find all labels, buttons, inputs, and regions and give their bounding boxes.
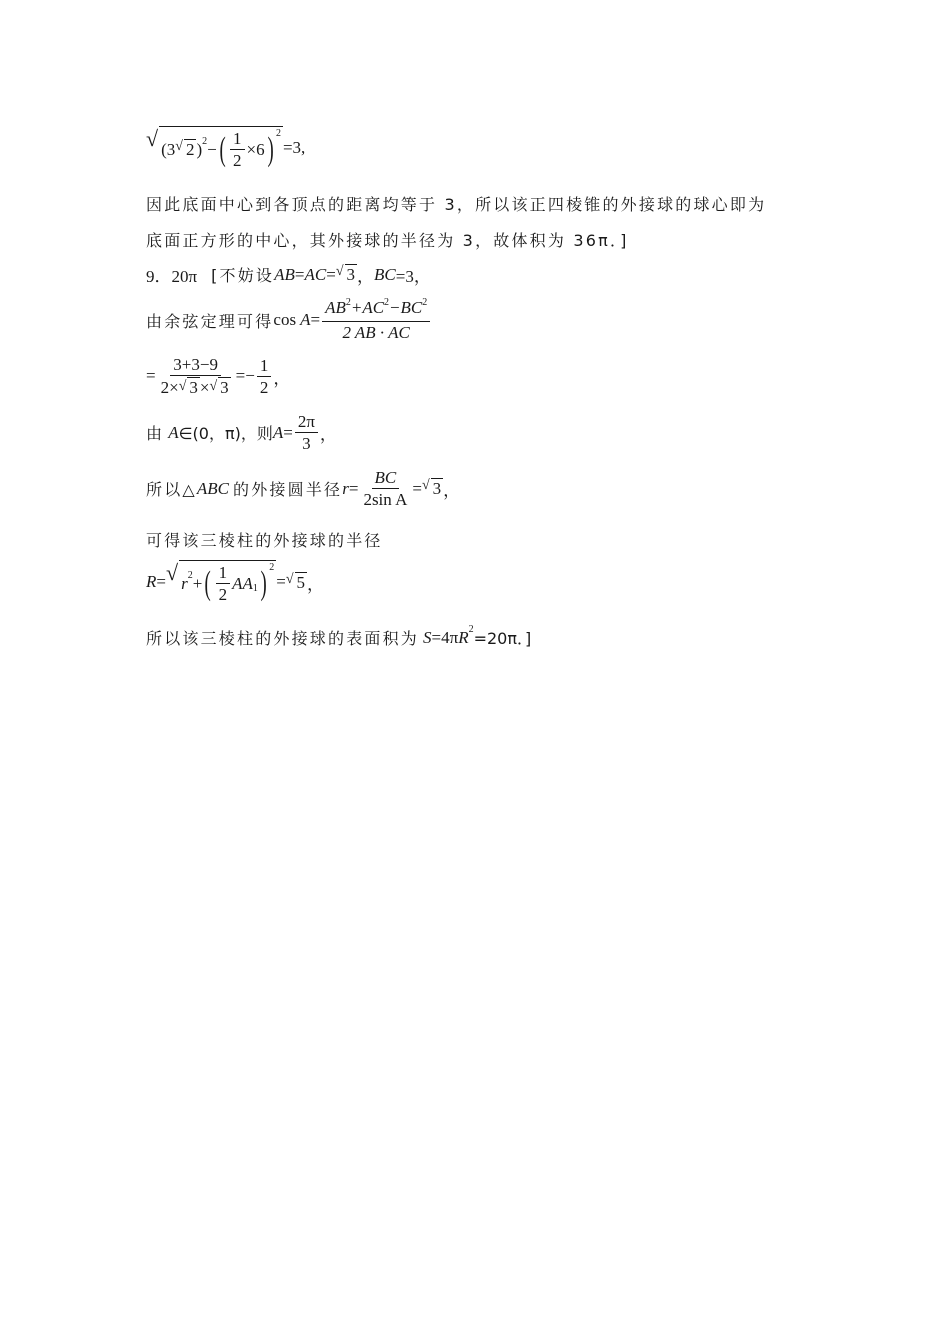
fraction-half: $\frac{1}{2}$: [230, 129, 245, 170]
times-six: ×6: [246, 139, 265, 159]
cosine-value-line: = 3+3−9 2× √ 3 × √ 3 =− $\frac{1}{2}$ ，: [146, 355, 291, 397]
text-line-2: [146, 192, 766, 215]
cosine-rule-text: 由余弦定理可得: [146, 311, 274, 331]
sqrt-3: √ 3: [335, 264, 356, 284]
angle-line: 由 A ∈(0，π)，则 A = $\frac{2\pi}{3}$ ，: [146, 412, 337, 453]
sine-rule-fraction: $\frac{BC}{\text{2sin A}}$: [363, 468, 408, 509]
equals-three: =3,: [282, 138, 306, 157]
exponent-2: 2: [275, 128, 281, 139]
interval-text: ∈(0，π)，则: [178, 424, 273, 443]
assume-text: [不妨设: [211, 266, 275, 285]
circumradius-line: 所以△ ABC 的外接圆半径 r = $\frac{BC}{\text{2sin A}}$ = √ 3 ，: [146, 468, 461, 509]
exponent: 2: [202, 136, 208, 147]
cosine-rule-line: 由余弦定理可得 cos A = $\frac{AB^2+AC^2-BC^2}{2 AB \cdot AC}$: [146, 298, 432, 342]
text-line-9: [146, 528, 383, 551]
paragraph-text: 因此底面中心到各顶点的距离均等于 3，所以该正四棱锥的外接球的球心即为: [146, 195, 767, 214]
paragraph-text: 可得该三棱柱的外接球的半径: [146, 531, 383, 550]
sqrt-2: √ 2: [175, 139, 195, 159]
sphere-radius-line: R = √ r 2 + ( $\frac{1}{2}$ AA 1 ) 2 = √ 5 ，: [146, 560, 324, 604]
surface-area-line: 所以该三棱柱的外接球的表面积为 S =4π R 2 =20π．]: [146, 624, 532, 648]
text-line-3: [146, 228, 629, 251]
two-pi-over-three: $\frac{2\pi}{3}$: [295, 412, 318, 453]
paragraph-text: 底面正方形的中心，其外接球的半径为 3，故体积为 36π．]: [146, 231, 629, 250]
coef-3: 3: [166, 139, 176, 159]
problem-number-answer: 9．20π: [146, 267, 198, 286]
minus-half: $\frac{1}{2}$: [257, 356, 272, 397]
problem-9-line: 9．20π [不妨设 AB = AC = √ 3 ， BC =3，: [146, 264, 431, 286]
value-fraction: 3+3−9 2× √ 3 × √ 3: [160, 355, 229, 397]
formula-line-1: [146, 126, 305, 170]
outer-radical: √ ( 3 √ 2 ) 2 − ( $\frac{1}{2}$ ×6 ) 2: [146, 126, 281, 170]
outer-radical-2: √ r 2 + ( $\frac{1}{2}$ AA 1 ) 2: [165, 560, 275, 604]
cosine-fraction: $\frac{AB^2+AC^2-BC^2}{2 AB \cdot AC}$: [322, 298, 430, 342]
